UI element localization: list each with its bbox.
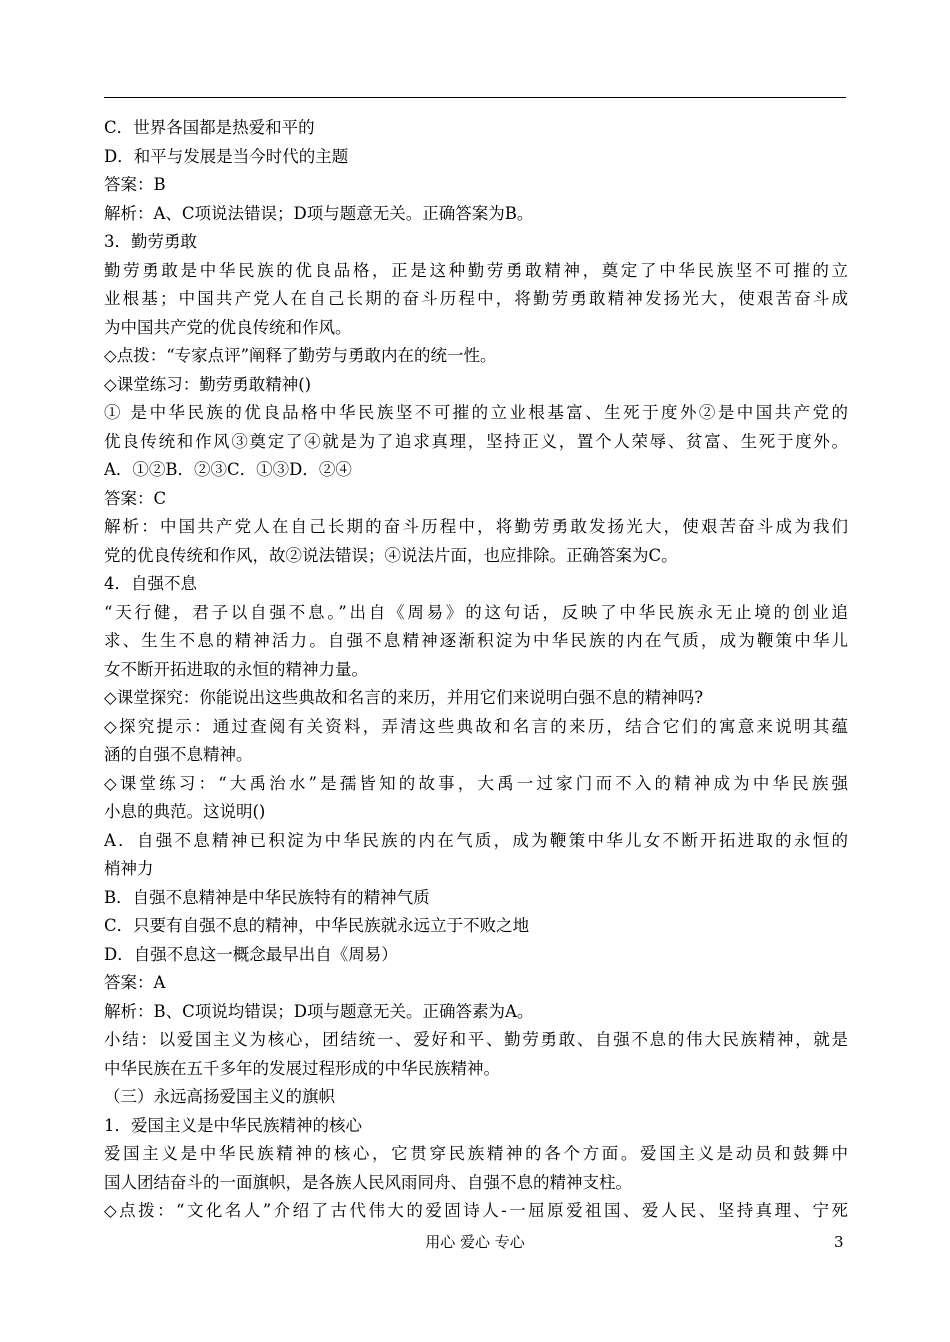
text-line: A．①②B．②③C．①③D．②④ (104, 460, 352, 479)
text-line: ① 是中华民族的优良品格中华民族坚不可摧的立业根基富、生死于度外②是中国共产党的 (104, 403, 848, 422)
text-line: ◇课堂探究：你能说出这些典故和名言的来历，并用它们来说明白强不息的精神吗? (104, 688, 704, 707)
text-line: 小息的典范。这说明() (104, 802, 266, 821)
text-line: （三）永远高扬爱国主义的旗帜 (104, 1087, 335, 1106)
text-line: D．自强不息这一概念最早出自《周易） (104, 944, 398, 964)
text-line: 答案：C (104, 488, 167, 508)
text-line: 1．爱国主义是中华民族精神的核心 (104, 1115, 362, 1135)
text-line: 业根基；中国共产党人在自己长期的奋斗历程中，将勤劳勇敢精神发扬光大，使艰苦奋斗成 (104, 289, 848, 308)
text-line: 女不断开拓进取的永恒的精神力量。 (104, 659, 368, 679)
header-rule (104, 97, 846, 98)
text-line: A．自强不息精神已积淀为中华民族的内在气质，成为鞭策中华儿女不断开拓进取的永恒的 (104, 830, 848, 850)
text-line: ◇课堂练习：“大禹治水”是孺皆知的故事，大禹一过家门而不入的精神成为中华民族强 (104, 773, 848, 793)
text-line: 梢神力 (104, 859, 154, 878)
text-line: ◇课堂练习：勤劳勇敢精神() (104, 374, 312, 394)
page-number: 3 (834, 1233, 844, 1251)
text-line: ◇探究提示：通过查阅有关资料，弄清这些典故和名言的来历，结合它们的寓意来说明其蕴 (104, 716, 848, 736)
document-body (104, 114, 848, 1226)
text-line: “天行健，君子以自强不息。”出自《周易》的这句话，反映了中华民族永无止境的创业追 (104, 602, 848, 622)
text-line: 4．自强不息 (104, 574, 197, 593)
text-line: 解析：B、C项说均错误；D项与题意无关。正确答素为A。 (104, 1001, 534, 1021)
text-line: 3．勤劳勇敢 (104, 232, 197, 251)
text-line: 解析：A、C项说法错误；D项与题意无关。正确答案为B。 (104, 203, 534, 223)
text-line: ◇点拨：“文化名人”介绍了古代伟大的爱固诗人-一屈原爱祖国、爱人民、坚持真理、宁死 (104, 1201, 848, 1220)
text-line: C．只要有自强不息的精神，中华民族就永远立于不败之地 (104, 916, 530, 935)
text-line: C．世界各国都是热爱和平的 (104, 118, 315, 137)
text-line: 党的优良传统和作风，故②说法错误；④说法片面，也应排除。正确答案为C。 (104, 545, 678, 565)
text-line: 勤劳勇敢是中华民族的优良品格，正是这种勤劳勇敢精神，奠定了中华民族坚不可摧的立 (104, 260, 848, 280)
text-line: 答案：A (104, 973, 166, 992)
text-line: D．和平与发展是当今时代的主题 (104, 146, 349, 166)
text-line: 涵的自强不息精神。 (104, 745, 253, 764)
footer-text: 用心 爱心 专心 (425, 1233, 525, 1251)
text-line: 答案：B (104, 175, 166, 194)
text-line: ◇点拨：“专家点评”阐释了勤劳与勇敢内在的统一性。 (104, 346, 497, 365)
text-line: B．自强不息精神是中华民族特有的精神气质 (104, 887, 430, 907)
text-line: 解析：中国共产党人在自己长期的奋斗历程中，将勤劳勇敢发扬光大，使艰苦奋斗成为我们 (104, 517, 848, 536)
text-line: 优良传统和作风③奠定了④就是为了追求真理，坚持正义，置个人荣辱、贫富、生死于度外。 (104, 431, 848, 451)
text-line: 小结：以爱国主义为核心，团结统一、爱好和平、勤劳勇敢、自强不息的伟大民族精神，就是 (104, 1030, 848, 1049)
text-line: 求、生生不息的精神活力。自强不息精神逐渐积淀为中华民族的内在气质，成为鞭策中华儿 (104, 631, 848, 650)
text-line: 为中国共产党的优良传统和作风。 (104, 317, 352, 337)
text-line: 中华民族在五千多年的发展过程形成的中华民族精神。 (104, 1058, 500, 1078)
text-line: 爱国主义是中华民族精神的核心，它贯穿民族精神的各个方面。爱国主义是动员和鼓舞中 (104, 1144, 848, 1163)
page-footer (0, 1230, 950, 1254)
text-line: 国人团结奋斗的一面旗帜，是各族人民风雨同舟、自强不息的精神支柱。 (104, 1172, 632, 1192)
